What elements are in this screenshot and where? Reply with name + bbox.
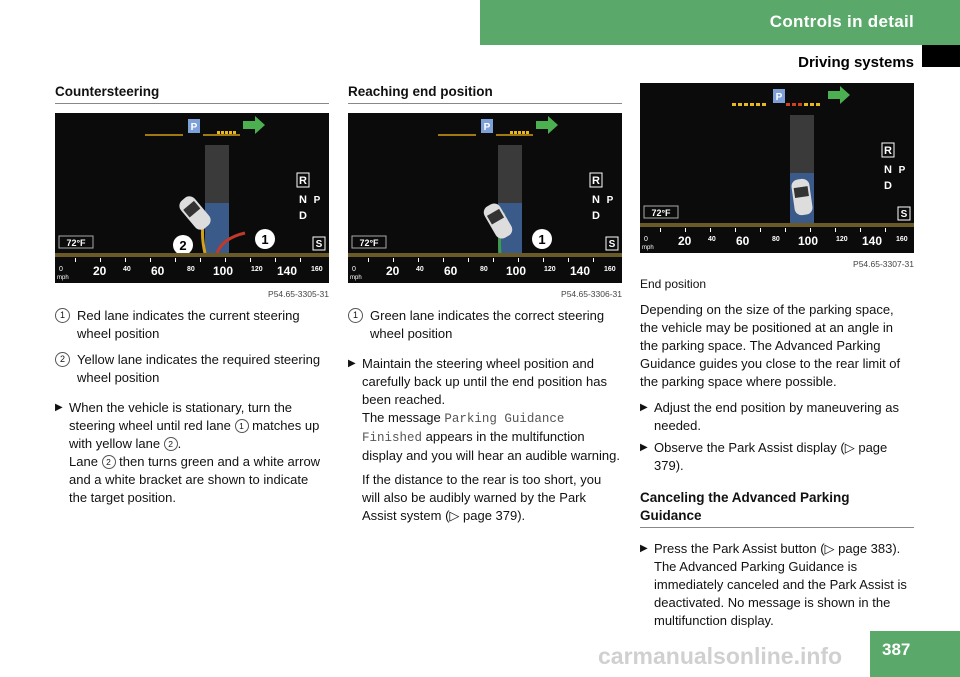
- svg-text:20: 20: [678, 234, 692, 248]
- arrow-right-icon: ▶: [640, 402, 648, 413]
- svg-text:R: R: [592, 175, 600, 187]
- svg-text:40: 40: [416, 266, 424, 273]
- section-heading: Countersteering: [55, 83, 329, 104]
- legend-text: Yellow lane indicates the required steering wheel position: [77, 352, 321, 385]
- body-paragraph: Depending on the size of the parking space, the vehicle may be positioned at an angle in the parking space. The Advanced Parking Guidance guides you close to the rear limit of the parking space where possible.: [640, 302, 901, 389]
- gear-p: P: [313, 195, 321, 206]
- svg-text:80: 80: [772, 236, 780, 243]
- park-icon: P: [483, 122, 491, 133]
- legend-number: 2: [55, 352, 70, 367]
- svg-text:72°F: 72°F: [651, 208, 671, 218]
- chapter-title: Controls in detail: [769, 12, 914, 31]
- s-button: S: [315, 239, 323, 250]
- speed-unit: mph: [57, 275, 69, 281]
- svg-text:60: 60: [151, 264, 165, 278]
- svg-text:100: 100: [213, 264, 234, 278]
- callout-1: 1: [261, 232, 269, 247]
- image-code: P54.65-3307-31: [853, 259, 914, 269]
- svg-text:120: 120: [544, 266, 556, 273]
- arrow-right-icon: ▶: [640, 442, 648, 453]
- svg-text:P: P: [606, 195, 614, 206]
- svg-text:100: 100: [798, 234, 819, 248]
- svg-text:N: N: [884, 164, 892, 176]
- watermark: carmanualsonline.info: [598, 643, 843, 669]
- svg-text:D: D: [884, 180, 892, 192]
- svg-text:120: 120: [251, 266, 263, 273]
- instruction-step: ▶ When the vehicle is stationary, turn the steering wheel until red lane 1 matches up with yellow lane 2 . Lane 2 then turns green and a white arrow and a white bracket are shown to indicate the target position.: [55, 400, 321, 505]
- temperature: 72°F: [66, 238, 86, 248]
- svg-text:140: 140: [862, 234, 883, 248]
- svg-text:60: 60: [736, 234, 750, 248]
- svg-text:R: R: [884, 145, 892, 157]
- svg-text:60: 60: [444, 264, 458, 278]
- svg-text:S: S: [900, 209, 908, 220]
- column-end-position-info: [640, 83, 914, 630]
- arrow-right-icon: ▶: [55, 402, 63, 413]
- section-heading: Reaching end position: [348, 83, 622, 104]
- svg-text:S: S: [608, 239, 616, 250]
- display-image-countersteering: [55, 113, 329, 283]
- svg-text:mph: mph: [642, 245, 654, 251]
- legend-text: Red lane indicates the current steering wheel position: [77, 308, 300, 341]
- gear-d: D: [299, 210, 307, 222]
- instruction-step: ▶ Adjust the end position by maneuvering as needed.: [640, 400, 899, 433]
- park-icon: P: [190, 122, 198, 133]
- svg-text:40: 40: [123, 266, 131, 273]
- gear-r: R: [299, 175, 307, 187]
- section-title: Driving systems: [798, 54, 914, 71]
- column-countersteering: [55, 83, 329, 507]
- svg-text:20: 20: [386, 264, 400, 278]
- instruction-step: ▶ Maintain the steering wheel position and carefully back up until the end position has been reached. The message Parking Guidance Finished appears in the multifunction display and you will hear an audible warning. If the distance to the rear is too short, you will also be audibly warned by the Park Assist system (▷ page 379).: [348, 356, 620, 523]
- gear-n: N: [299, 194, 307, 206]
- instruction-step: ▶ Observe the Park Assist display (▷ page 379).: [640, 440, 888, 473]
- multifunction-display: [640, 83, 914, 253]
- svg-text:80: 80: [187, 266, 195, 273]
- legend-number: 1: [55, 308, 70, 323]
- svg-text:140: 140: [277, 264, 298, 278]
- svg-text:40: 40: [708, 236, 716, 243]
- svg-text:N: N: [592, 194, 600, 206]
- image-caption: End position: [640, 277, 707, 291]
- callout-2: 2: [179, 238, 187, 253]
- svg-text:72°F: 72°F: [359, 238, 379, 248]
- svg-text:D: D: [592, 210, 600, 222]
- column-end-position: [348, 83, 622, 525]
- svg-text:mph: mph: [350, 275, 362, 281]
- section-heading: Canceling the Advanced Parking Guidance: [640, 489, 914, 528]
- arrow-right-icon: ▶: [640, 543, 648, 554]
- display-image-end-position: [348, 113, 622, 283]
- svg-text:140: 140: [570, 264, 591, 278]
- page-number: 387: [882, 640, 911, 659]
- display-message: Parking Guidance Finished: [362, 412, 565, 445]
- section-tab: [922, 45, 960, 67]
- svg-text:160: 160: [311, 266, 323, 273]
- callout-1: 1: [538, 232, 546, 247]
- svg-text:20: 20: [93, 264, 107, 278]
- legend-item: [55, 351, 329, 387]
- svg-text:160: 160: [896, 236, 908, 243]
- svg-text:0: 0: [644, 236, 648, 243]
- legend-text: Green lane indicates the correct steering wheel position: [370, 308, 605, 341]
- svg-text:P: P: [898, 165, 906, 176]
- display-image-final: [640, 83, 914, 253]
- image-code: P54.65-3306-31: [561, 289, 622, 299]
- svg-text:0: 0: [352, 266, 356, 273]
- image-code: P54.65-3305-31: [268, 289, 329, 299]
- svg-text:120: 120: [836, 236, 848, 243]
- legend-item: [348, 307, 622, 343]
- legend-number: 1: [348, 308, 363, 323]
- svg-text:80: 80: [480, 266, 488, 273]
- speed-zero: 0: [59, 266, 63, 273]
- svg-text:160: 160: [604, 266, 616, 273]
- arrow-right-icon: ▶: [348, 358, 356, 369]
- multifunction-display: [55, 113, 329, 283]
- svg-text:100: 100: [506, 264, 527, 278]
- park-icon: P: [775, 92, 783, 103]
- legend-item: [55, 307, 329, 343]
- multifunction-display: [348, 113, 622, 283]
- instruction-step: ▶ Press the Park Assist button (▷ page 383). The Advanced Parking Guidance is immediately canceled and the Park Assist is deactivated. No message is shown in the multifunction display.: [640, 541, 907, 628]
